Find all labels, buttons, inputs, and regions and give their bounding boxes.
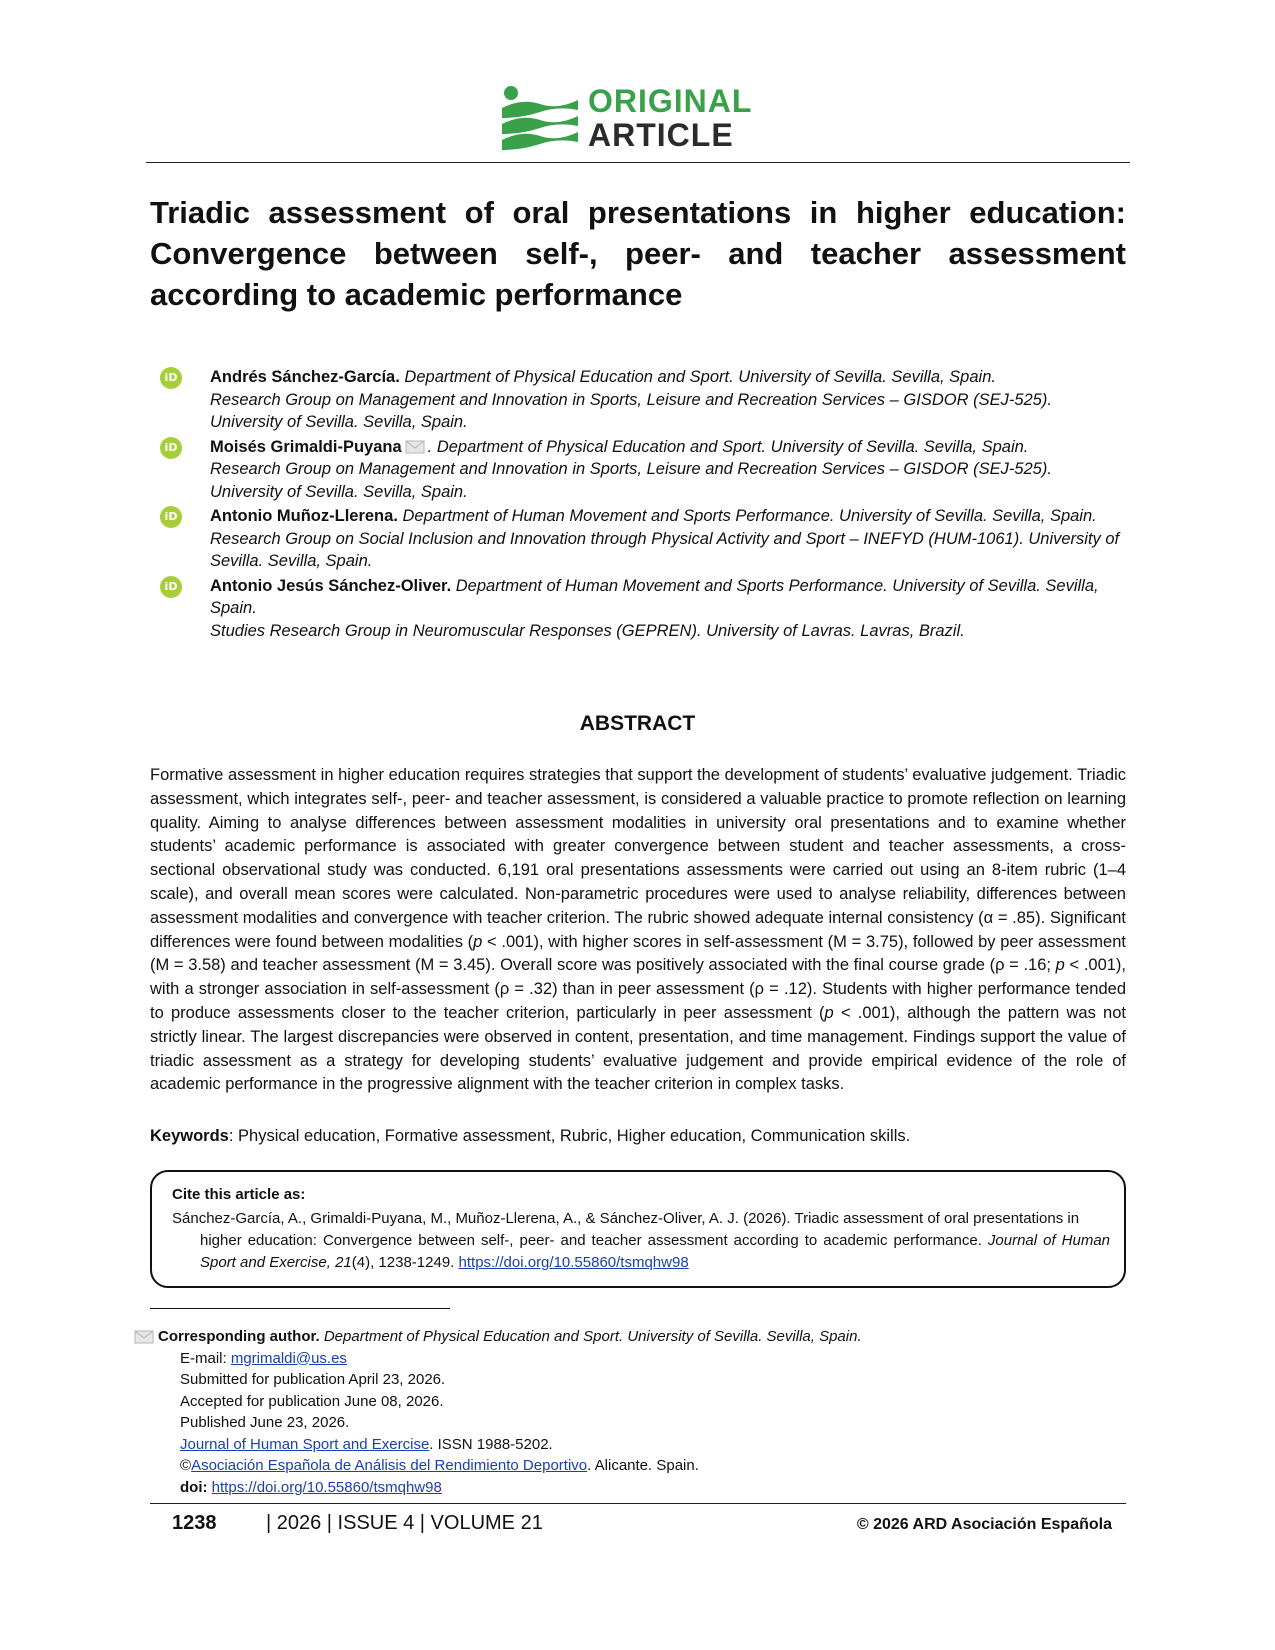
- abstract-body: [150, 764, 1126, 1097]
- footnote-divider: [150, 1308, 450, 1309]
- author-research-group: Research Group on Management and Innovation in Sports, Leisure and Recreation Services – GISDOR (SEJ-525). University of Sevilla. Sevilla, Spain.: [210, 390, 1052, 431]
- accepted-date: Accepted for publication June 08, 2026.: [180, 1392, 444, 1410]
- author-research-group: Studies Research Group in Neuromuscular Responses (GEPREN). University of Lavras. Lavras, Brazil.: [210, 621, 965, 640]
- author-affiliation: Department of Human Movement and Sports Performance. University of Sevilla. Sevilla, Spain.: [210, 576, 1099, 617]
- author-entry: [160, 436, 1120, 504]
- author-affiliation: . Department of Physical Education and Sport. University of Sevilla. Sevilla, Spain.: [427, 437, 1029, 456]
- association-link[interactable]: Asociación Española de Análisis del Rendimiento Deportivo: [191, 1457, 588, 1474]
- header-divider: [146, 162, 1130, 163]
- citation-line: higher education: Convergence between self-, peer- and teacher assessment according to academic performance.: [200, 1232, 988, 1249]
- keywords: [150, 1124, 1126, 1148]
- author-name: Andrés Sánchez-García.: [210, 368, 400, 386]
- author-list: [160, 366, 1120, 644]
- keywords-label: Keywords: [150, 1127, 229, 1145]
- submitted-date: Submitted for publication April 23, 2026.: [180, 1371, 446, 1388]
- author-name: Antonio Muñoz-Llerena.: [210, 507, 398, 525]
- footer-divider: [150, 1503, 1126, 1504]
- author-research-group: Research Group on Management and Innovation in Sports, Leisure and Recreation Services – GISDOR (SEJ-525). University of Sevilla. Sevilla, Spain.: [210, 460, 1052, 501]
- envelope-icon: [405, 440, 425, 454]
- page-number: 1238: [172, 1512, 217, 1534]
- citation-issue: (4), 1238-1249.: [351, 1254, 459, 1271]
- footer-copyright: © 2026 ARD Asociación Española: [856, 1516, 1112, 1533]
- corresponding-author-label: Corresponding author.: [158, 1328, 320, 1345]
- citation-text: [172, 1208, 1110, 1274]
- citation-line: Sánchez-García, A., Grimaldi-Puyana, M., Muñoz-Llerena, A., & Sánchez-Oliver, A. J. (2026). Triadic assessment of oral presentations in: [172, 1210, 1080, 1227]
- envelope-icon: [134, 1330, 154, 1344]
- doi-label: doi:: [180, 1478, 208, 1496]
- author-affiliation: Department of Human Movement and Sports Performance. University of Sevilla. Sevilla, Spain.: [402, 507, 1097, 525]
- orcid-icon[interactable]: iD: [160, 506, 182, 528]
- abstract-heading: ABSTRACT: [579, 712, 696, 735]
- author-entry: [160, 575, 1120, 643]
- author-entry: [160, 505, 1120, 573]
- citation-heading: Cite this article as:: [172, 1186, 306, 1203]
- article-title: Triadic assessment of oral presentations in higher education: Convergence between self-, peer- and teacher assessment according to academic performance: [150, 195, 1126, 312]
- abstract-text: Formative assessment in higher education requires strategies that support the development of students’ evaluative judgement. Triadic assessment, which integrates self-, peer- and teacher assessment, is considered a valuable practice to promote reflection on learning quality. Aiming to analyse differences between assessment modalities in university oral presentations and to examine whether students’ academic performance is associated with greater convergence between student and teacher assessments, a cross-sectional observational study was conducted. 6,191 oral presentations assessments were carried out using an 8-item rubric (1–4 scale), and overall mean scores were calculated. Non-parametric procedures were used to analyse reliability, differences between assessment modalities and convergence with teacher criterion. The rubric showed adequate internal consistency (α = .85). Significant differences were found between modalities (: [150, 766, 1126, 951]
- p-symbol: p: [1055, 956, 1065, 975]
- author-entry: [160, 366, 1120, 434]
- author-affiliation: Department of Physical Education and Sport. University of Sevilla. Sevilla, Spain.: [404, 368, 996, 386]
- logo-line-original: ORIGINAL: [588, 83, 753, 119]
- abstract-text: < .001), with higher scores in self-assessment (M = 3.75), followed by peer assessment (M = 3.58) and teacher assessment (M = 3.45). Overall score was positively associated with the final course grade (ρ = .16;: [150, 932, 1126, 975]
- orcid-icon[interactable]: iD: [160, 367, 182, 389]
- abstract-text: < .001), although the pattern was not strictly linear. The largest discrepancies were observed in content, presentation, and time management. Findings support the value of triadic assessment as a strategy for developing students’ evaluative judgement and provide empirical evidence of the role of academic performance in the progressive alignment with the teacher criterion in complex tasks.: [150, 1003, 1126, 1094]
- footnote: [134, 1326, 1114, 1498]
- keywords-text: : Physical education, Formative assessment, Rubric, Higher education, Communication skills.: [228, 1127, 911, 1145]
- abstract-text: < .001), with a stronger association in self-assessment (ρ = .32) than in peer assessment (ρ = .12). Students with higher performance tended to produce assessments closer to the teacher criterion, particularly in peer assessment (: [150, 956, 1127, 1022]
- corresponding-affiliation: Department of Physical Education and Sport. University of Sevilla. Sevilla, Spain.: [323, 1328, 862, 1345]
- email-link[interactable]: mgrimaldi@us.es: [230, 1349, 347, 1367]
- author-name: Antonio Jesús Sánchez-Oliver.: [210, 576, 452, 595]
- p-symbol: p: [473, 932, 483, 951]
- journal-link[interactable]: Journal of Human Sport and Exercise: [180, 1435, 430, 1453]
- footnote-doi-link[interactable]: https://doi.org/10.55860/tsmqhw98: [211, 1478, 442, 1496]
- orcid-icon[interactable]: iD: [160, 576, 182, 598]
- author-name: Moisés Grimaldi-Puyana: [210, 437, 402, 456]
- p-symbol: p: [824, 1003, 834, 1022]
- citation-doi-link[interactable]: https://doi.org/10.55860/tsmqhw98: [458, 1254, 689, 1271]
- author-research-group: Research Group on Social Inclusion and Innovation through Physical Activity and Sport – INEFYD (HUM-1061). University of Sevilla. Sevilla, Spain.: [210, 529, 1120, 570]
- issue-info: | 2026 | ISSUE 4 | VOLUME 21: [266, 1512, 543, 1534]
- association-place: . Alicante. Spain.: [587, 1457, 699, 1474]
- published-date: Published June 23, 2026.: [180, 1414, 350, 1431]
- issn: . ISSN 1988-5202.: [429, 1435, 553, 1453]
- logo-line-article: ARTICLE: [588, 117, 734, 153]
- journal-logo-text: [588, 84, 752, 152]
- email-label: E-mail:: [180, 1349, 231, 1367]
- citation-journal: Journal of Human Sport and Exercise, 21: [200, 1232, 1110, 1271]
- copyright-symbol: ©: [180, 1457, 192, 1474]
- orcid-icon[interactable]: iD: [160, 437, 182, 459]
